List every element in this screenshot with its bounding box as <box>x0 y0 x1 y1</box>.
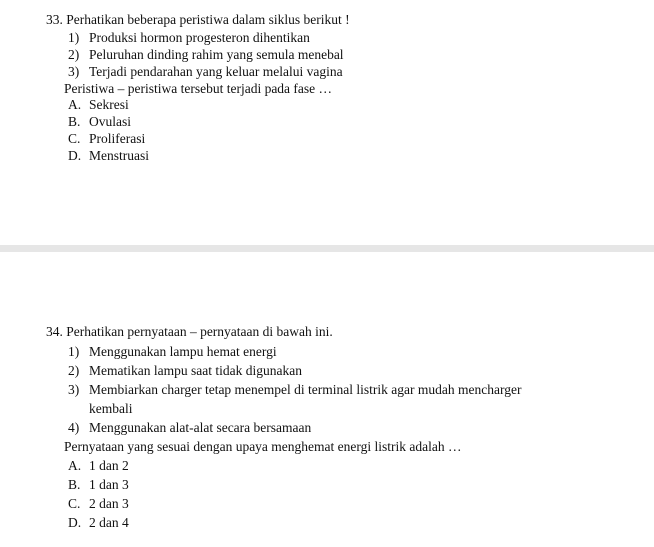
statement-number: 3) <box>68 382 80 397</box>
question-33-header: 33. Perhatikan beberapa peristiwa dalam siklus berikut ! <box>46 12 350 27</box>
q33-stem: Peristiwa – peristiwa tersebut terjadi pada fase … <box>64 81 333 96</box>
option-text: 1 dan 2 <box>89 458 129 473</box>
q34-statement-2 <box>68 363 302 379</box>
q34-stem: Pernyataan yang sesuai dengan upaya menghemat energi listrik adalah … <box>64 439 462 454</box>
q34-option-d[interactable] <box>68 515 129 531</box>
option-text: Sekresi <box>89 97 129 112</box>
statement-number: 1) <box>68 30 80 45</box>
section-divider <box>0 245 654 252</box>
statement-text: Mematikan lampu saat tidak digunakan <box>89 363 302 378</box>
option-letter: C. <box>68 496 81 511</box>
q33-statement-2 <box>68 47 344 63</box>
q34-statement-3-continuation: kembali <box>89 401 133 416</box>
q33-option-d[interactable] <box>68 148 149 164</box>
option-text: Ovulasi <box>89 114 131 129</box>
q33-option-b[interactable] <box>68 114 131 130</box>
option-text: Proliferasi <box>89 131 146 146</box>
q34-option-c[interactable] <box>68 496 129 512</box>
q33-option-c[interactable] <box>68 131 145 147</box>
option-text: Menstruasi <box>89 148 149 163</box>
statement-text: Terjadi pendarahan yang keluar melalui vagina <box>89 64 343 79</box>
q34-statement-3 <box>68 382 521 398</box>
q34-option-a[interactable] <box>68 458 129 474</box>
option-text: 2 dan 4 <box>89 515 129 530</box>
option-letter: C. <box>68 131 81 146</box>
q33-statement-3 <box>68 64 343 80</box>
statement-text: Membiarkan charger tetap menempel di terminal listrik agar mudah mencharger <box>89 382 522 397</box>
statement-number: 2) <box>68 47 80 62</box>
q34-statement-4 <box>68 420 311 436</box>
statement-text: Menggunakan lampu hemat energi <box>89 344 277 359</box>
option-text: 1 dan 3 <box>89 477 129 492</box>
statement-text: Menggunakan alat-alat secara bersamaan <box>89 420 312 435</box>
statement-text: Peluruhan dinding rahim yang semula menebal <box>89 47 344 62</box>
option-letter: B. <box>68 477 81 492</box>
statement-number: 4) <box>68 420 80 435</box>
statement-number: 3) <box>68 64 80 79</box>
q33-option-a[interactable] <box>68 97 129 113</box>
option-text: 2 dan 3 <box>89 496 129 511</box>
q33-statement-1 <box>68 30 310 46</box>
q34-statement-1 <box>68 344 277 360</box>
option-letter: A. <box>68 97 82 112</box>
option-letter: D. <box>68 148 82 163</box>
option-letter: B. <box>68 114 81 129</box>
q34-option-b[interactable] <box>68 477 129 493</box>
statement-text: Produksi hormon progesteron dihentikan <box>89 30 310 45</box>
question-34-header: 34. Perhatikan pernyataan – pernyataan di bawah ini. <box>46 324 333 339</box>
statement-number: 1) <box>68 344 80 359</box>
option-letter: A. <box>68 458 82 473</box>
statement-number: 2) <box>68 363 80 378</box>
option-letter: D. <box>68 515 82 530</box>
